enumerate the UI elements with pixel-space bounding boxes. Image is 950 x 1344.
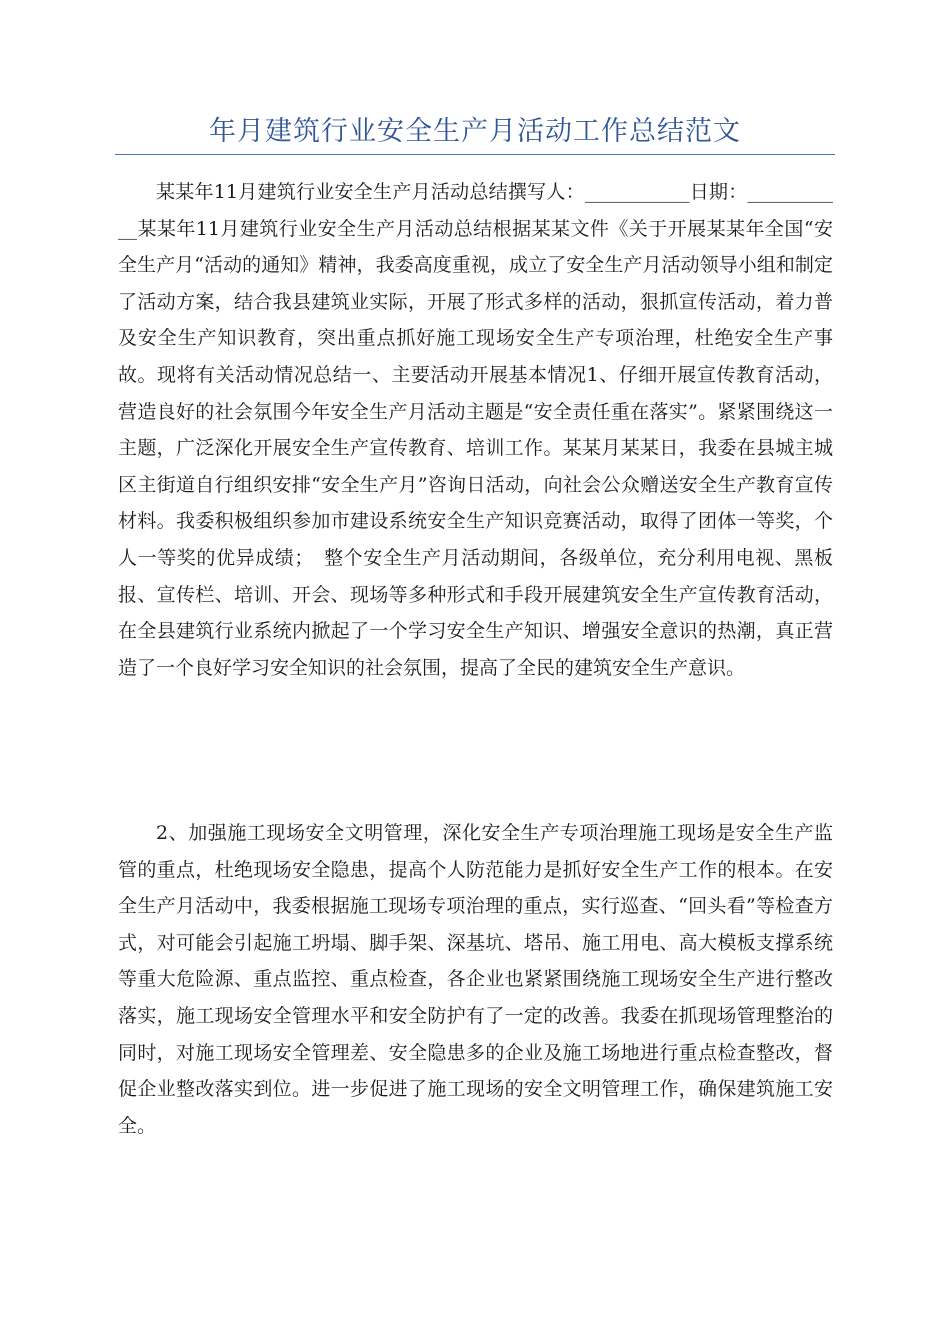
document-title: 年月建筑行业安全生产月活动工作总结范文 [209,116,741,147]
body-paragraph-1: 某某年11月建筑行业安全生产月活动总结撰写人：___________日期：___________某某年11月建筑行业安全生产月活动总结根据某某文件《关于开展某某年全国“安全生产月“活动的通知》精神，我委高度重视，成立了安全生产月活动领导小组和制定了活动方案，结合我县建筑业实际，开展了形式多样的活动，狠抓宣传活动，着力普及安全生产知识教育，突出重点抓好施工现场安全生产专项治理，杜绝安全生产事故。现将有关活动情况总结一、主要活动开展基本情况1、仔细开展宣传教育活动，营造良好的社会氛围今年安全生产月活动主题是“安全责任重在落实”。紧紧围绕这一主题，广泛深化开展安全生产宣传教育、培训工作。某某月某某日，我委在县城主城区主街道自行组织安排“安全生产月”咨询日活动，向社会公众赠送安全生产教育宣传材料。我委积极组织参加市建设系统安全生产知识竞赛活动，取得了团体一等奖，个人一等奖的优异成绩； 整个安全生产月活动期间，各级单位，充分利用电视、黑板报、宣传栏、培训、开会、现场等多种形式和手段开展建筑安全生产宣传教育活动，在全县建筑行业系统内掀起了一个学习安全生产知识、增强安全意识的热潮，真正营造了一个良好学习安全知识的社会氛围，提高了全民的建筑安全生产意识。 [118,181,833,679]
body-paragraph-2: 2、加强施工现场安全文明管理，深化安全生产专项治理施工现场是安全生产监管的重点，杜绝现场安全隐患，提高个人防范能力是抓好安全生产工作的根本。在安全生产月活动中，我委根据施工现场专项治理的重点，实行巡查、“回头看”等检查方式，对可能会引起施工坍塌、脚手架、深基坑、塔吊、施工用电、高大模板支撑系统等重大危险源、重点监控、重点检查，各企业也紧紧围绕施工现场安全生产进行整改落实，施工现场安全管理水平和安全防护有了一定的改善。我委在抓现场管理整治的同时，对施工现场安全管理差、安全隐患多的企业及施工场地进行重点检查整改，督促企业整改落实到位。进一步促进了施工现场的安全文明管理工作，确保建筑施工安全。 [118,822,833,1137]
title-underline [115,154,835,155]
